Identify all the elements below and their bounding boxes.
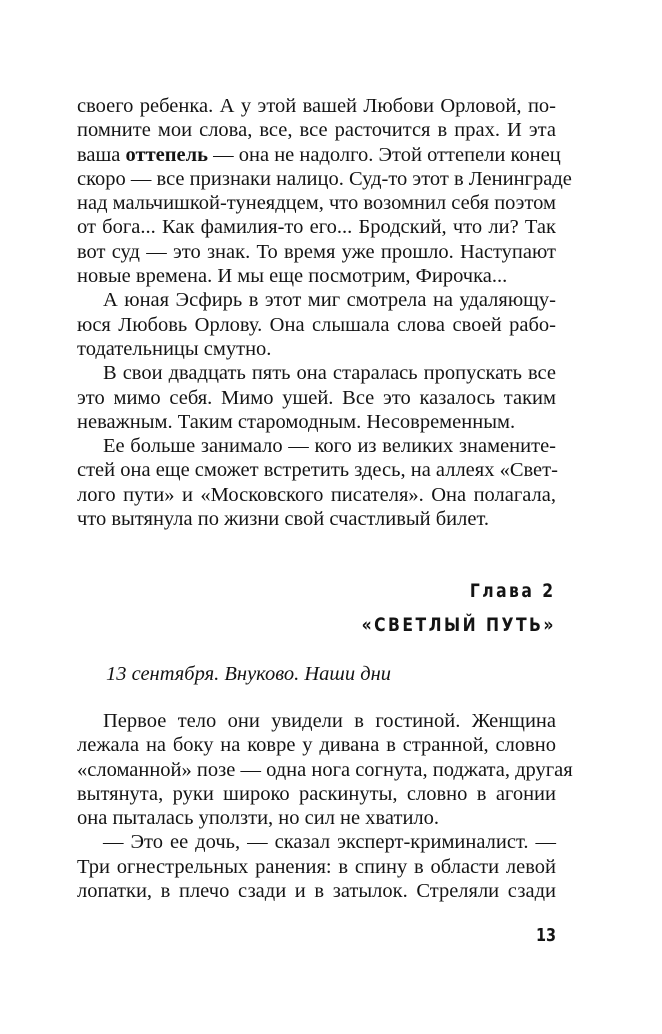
- chapter-title: «СВЕТЛЫЙ ПУТЬ»: [361, 614, 556, 636]
- text-line: А юная Эсфирь в этот миг смотрела на удаляющу-: [103, 289, 556, 312]
- text-line: неважным. Таким старомодным. Несовременным.: [77, 410, 516, 433]
- dateline: 13 сентября. Внуково. Наши дни: [106, 663, 392, 685]
- text-line: своего ребенка. А у этой вашей Любови Орловой, по-: [77, 95, 556, 117]
- paragraph-6: [77, 830, 556, 903]
- paragraph-2: [77, 288, 556, 361]
- page-number: 13: [535, 925, 556, 946]
- text-line: В свои двадцать пять она старалась пропускать все: [103, 362, 556, 385]
- chapter-label: Глава 2: [470, 580, 556, 602]
- text-line: тодательницы смутно.: [77, 337, 272, 360]
- text-line: над мальчишкой-тунеядцем, что возомнил себя поэтом: [77, 192, 556, 215]
- text-line: вот суд — это знак. То время уже прошло. Наступают: [77, 240, 556, 263]
- text-fragment: ваша: [77, 143, 126, 166]
- text-line: от бога... Как фамилия-то его... Бродский, что ли? Так: [77, 216, 556, 239]
- text-line: «сломанной» позе — одна нога согнута, поджата, другая: [77, 758, 573, 781]
- text-line: стей она еще сможет встретить здесь, на аллеях «Свет-: [77, 459, 558, 482]
- text-line: она пыталась уползти, но сил не хватило.: [77, 807, 440, 830]
- bottom-text-block: [77, 709, 573, 903]
- paragraph-1: [77, 94, 572, 288]
- text-fragment: — она не надолго. Этой оттепели конец: [208, 143, 561, 166]
- text-line: Первое тело они увидели в гостиной. Женщина: [103, 710, 556, 732]
- paragraph-4: [77, 434, 556, 531]
- text-line: это мимо себя. Мимо ушей. Все это казалось таким: [77, 386, 556, 409]
- paragraph-5: [77, 709, 573, 830]
- top-text-block: [77, 94, 572, 531]
- text-line: — Это ее дочь, — сказал эксперт-криминалист. —: [103, 831, 556, 854]
- text-line: юся Любовь Орлову. Она слышала слова своей рабо-: [77, 313, 556, 336]
- text-line: помните мои слова, все, все расточится в прах. И эта: [77, 119, 556, 142]
- text-line: лого пути» и «Московского писателя». Она полагала,: [77, 483, 556, 506]
- text-line: Три огнестрельных ранения: в спину в области левой: [77, 855, 556, 878]
- text-line: [77, 143, 561, 167]
- text-line: вытянута, руки широко раскинуты, словно в агонии: [77, 782, 556, 805]
- text-line: новые времена. И мы еще посмотрим, Фирочка...: [77, 265, 508, 288]
- paragraph-3: [77, 361, 556, 434]
- text-line: лежала на боку на ковре у дивана в странной, словно: [77, 734, 556, 757]
- text-line: скоро — все признаки налицо. Суд-то этот в Ленинграде: [77, 167, 572, 190]
- text-line: лопатки, в плечо сзади и в затылок. Стреляли сзади: [77, 880, 556, 903]
- bold-term: оттепель: [125, 143, 209, 166]
- text-line: Ее больше занимало — кого из великих знамените-: [103, 435, 556, 458]
- text-line: что вытянула по жизни свой счастливый билет.: [77, 508, 490, 531]
